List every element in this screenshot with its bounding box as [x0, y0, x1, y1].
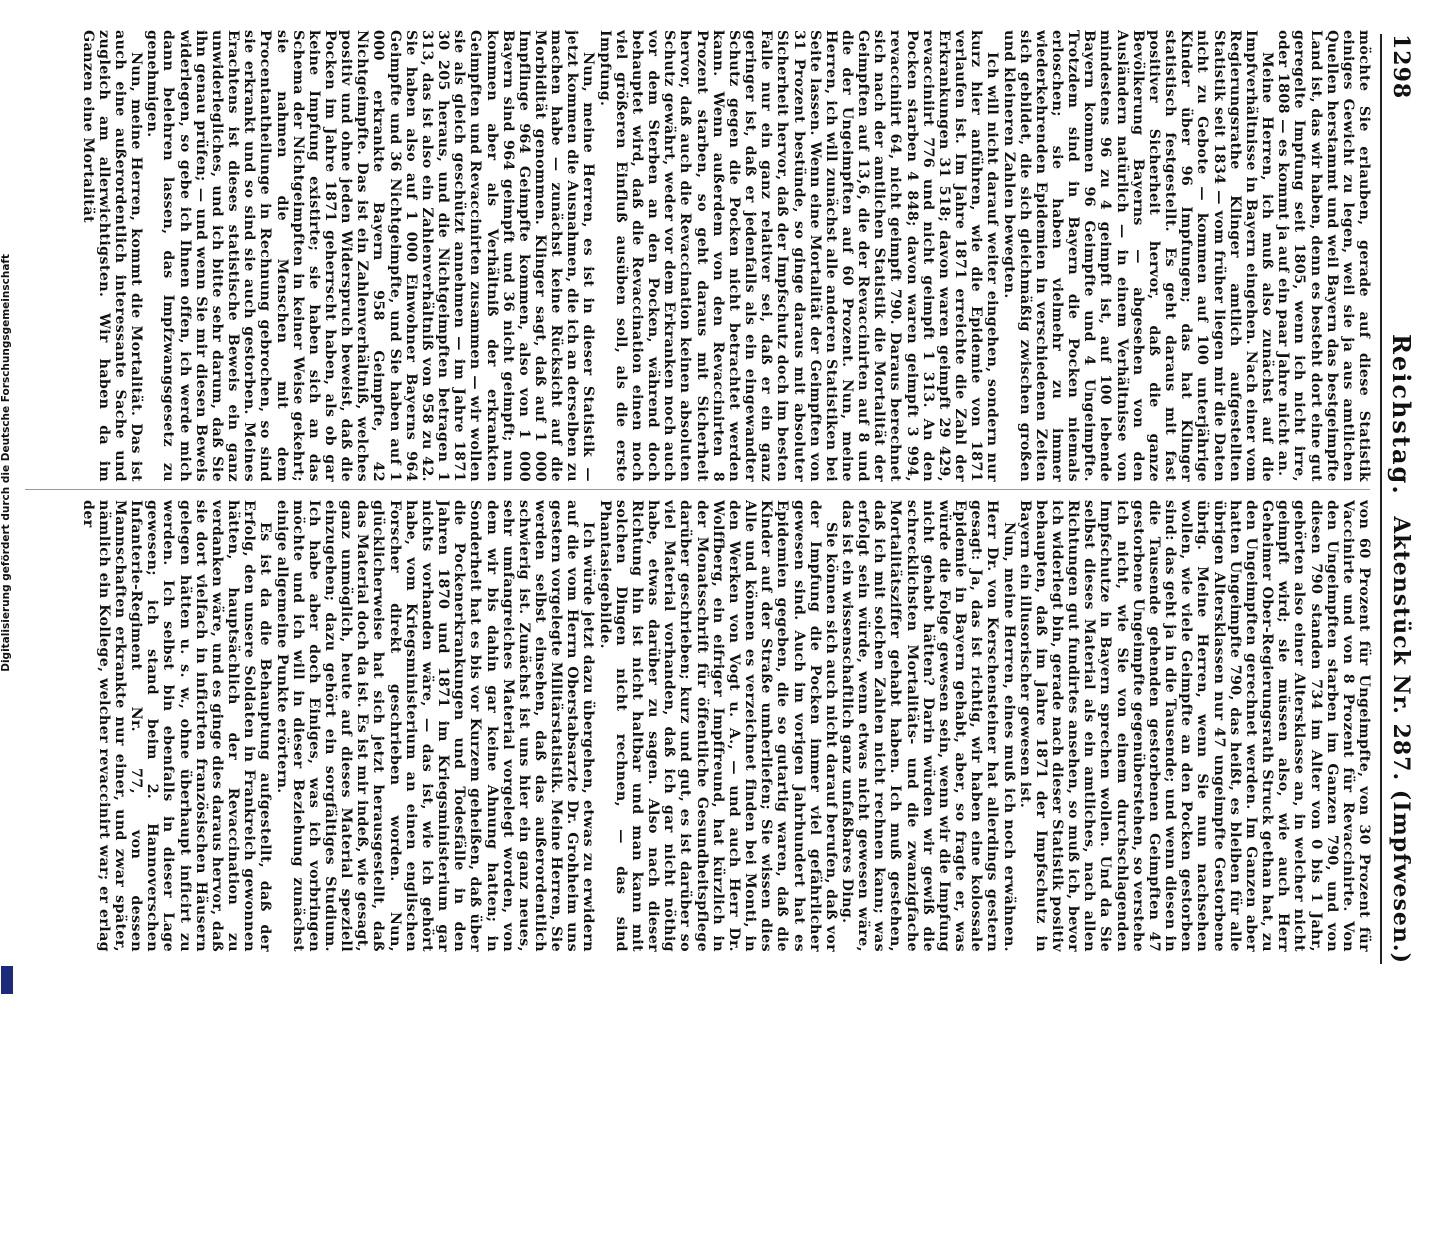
column-divider	[25, 489, 1370, 490]
paragraph: Nun, meine Herren, eines muß ich noch erwähnen. Herr Dr. von Kerschensteiner hat allerdings gestern gesagt: Ja, das ist richtig, wir haben eine kolossale Epidemie in Bayern gehabt, aber, so fragte er, was würde die Folge gewesen sein, wenn wir die Impfung nicht gehabt hätten? Darin würden wir gewiß die schrecklichsten Mortalitäts- und die zwanzigfache Mortalitätsziffer gehabt haben. Ich muß gestehen, daß ich mit solchen Zahlen nicht rechnen kann; was erfolgt sein würde, wenn etwas nicht gewesen wäre, das ist ein wissenschaftlich ganz unfaßbares Ding.	[839, 500, 1017, 952]
document-reference: Aktenstück Nr. 287. (Impfwesen.)	[1388, 516, 1414, 964]
text-column-left	[22, 30, 1372, 482]
text-column-right	[22, 500, 1372, 952]
paragraph: Nun, meine Herren, kommt die Mortalität. Das ist auch eine außerordentlich interessante Sache und zugleich am allerwichtigsten. Wir haben da im Ganzen eine Mortalität	[79, 30, 145, 482]
paragraph: Ich will nicht darauf weiter eingehen, sondern nur kurz hier anführen, wie die Epidemie von 1871 verlaufen ist. Im Jahre 1871 erreichte die Zahl der Erkrankungen 31 518; davon waren geimpft 29 429, revacciniirt 776 und nicht geimpft 1 313. An den Pocken starben 4 848; davon waren geimpft 3 994, revacciniirt 64, nicht geimpft 790. Daraus berechnet sich nach der amtlichen Statistik die Mortalität der Geimpften auf 13,6, die der Revaccinirten auf 8 und die der Ungeimpften auf 60 Prozent. Nun, meine Herren, ich will zunächst alle anderen Statistiken bei Seite lassen. Wenn eine Mortalität der Geimpften von 31 Prozent bestünde, so ginge daraus mit absoluter Sicherheit hervor, daß der Impfschutz doch im besten Falle nur ein ganz relativer sei, daß er ein ganz geringer ist, daß er jedenfalls als ein eingewandter Schutz gegen die Pocken nicht betrachtet werden kann. Wenn außerdem von den Revaccinirten 8 Prozent starben, so geht daraus mit Sicherheit hervor, daß auch die Revaccination keinen absoluten Schutz gewährt, weder vor dem Erkranken noch auch vor dem Sterben an den Pocken, während doch behauptet wird, daß die Revaccination einen noch viel größeren Einfluß ausüben soll, als die erste Impfung.	[596, 30, 1001, 482]
paragraph: Es ist da die Behauptung aufgestellt, daß der Erfolg, den unsere Soldaten in Frankreich gewonnen hätten, hauptsächlich der Revaccination zu verdanken wäre, und es ginge dies daraus hervor, daß sie dort vielfach in inficirten französischen Häusern gelegen hätten u. s. w., ohne überhaupt inficirt zu werden. Ich selbst bin ebenfalls in dieser Lage gewesen; ich stand beim 2. Hannoverschen Infanterie-Regiment Nr. 77, von dessen Mannschaften erkrankte nur einer, und zwar später, nämlich ein Kollege, welcher revaccinirt war; er erlag der	[79, 500, 274, 952]
paragraph: Ich würde jetzt dazu übergehen, etwas zu erwidern auf die vom Herrn Oberstabsarzte Dr. Grohheim uns gestern vorgelegte Militärstatistik. Meine Herren, Sie werden selbst einsehen, daß das außerordentlich schwierig ist. Zunächst ist uns hier ein ganz neues, sehr umfangreiches Material vorgelegt worden, von dem wir bis dahin gar keine Ahnung hatten; in Sonderheit hat es bis vor Kurzem geheißen, daß über die Pockenerkrankungen und Todesfälle in den Jahren 1870 und 1871 im Kriegsministerium gar nichts vorhanden wäre, — das ist, wie ich gehört habe, vom Kriegsministerium an einen englischen Forscher direkt geschrieben worden. Nun, glücklicherweise hat sich jetzt herausgestellt, daß das Material doch da ist. Es ist mir indeß, wie gesagt, ganz unmöglich, heute auf dieses Material speziell einzugehen; dazu gehört ein sorgfältiges Studium. Ich habe aber doch Einiges, was ich vorbringen möchte und ich will in dieser Beziehung zunächst einige allgemeine Punkte erörtern.	[273, 500, 597, 952]
page-number: 1298	[1388, 34, 1414, 100]
page-title: Reichstag.	[1387, 334, 1416, 496]
paragraph: Meine Herren, ich muß also zunächst auf die Impfverhältnisse in Bayern eingehen. Nach einer vom Regierungsrathe Klinger amtlich aufgestellten Statistik seit 1834 — vom früher liegen mir die Daten nicht zu Gebote — kommen auf 100 unterjährige Kinder über 96 Impfungen; das hat Klinger statistisch festgestellt. Es geht daraus mit fast positiver Sicherheit hervor, daß die ganze Bevölkerung Bayerns — abgesehen von den Ausländern natürlich — in einem Verhältnisse von mindestens 96 zu 4 geimpft ist, auf 100 lebende Bayern kommen 96 Geimpfte und 4 Ungeimpfte. Trotzdem sind in Bayern die Pocken niemals erloschen; sie haben vielmehr zu immer wiederkehrenden Epidemien in verschiedenen Zeiten sich gebildet, die sich gleichmäßig zwischen großen und kleineren Zahlen bewegten.	[1000, 30, 1276, 482]
digitization-credit	[0, 0, 14, 1000]
credit-text: Digitalisierung gefördert durch die Deutsche Forschungsgemeinschaft	[0, 254, 12, 672]
paragraph: Nun, meine Herren, es ist in dieser Statistik — jetzt kommen die Ausnahmen, die ich an derselben zu machen habe — zunächst keine Rücksicht auf die Morbidität genommen. Klinger sagt, daß auf 1 000 Impflinge 964 Geimpfte kommen, also von 1 000 Bayern sind 964 geimpft und 36 nicht geimpft; nun kommen aber als Verhältniß der erkrankten Geimpften und Revaccinirten zusammen — wir wollen sie als gleich geschützt annehmen — im Jahre 1871 30 205 heraus, und die Nichtgeimpften betragen 1 313, das ist also ein Zahlenverhältniß von 958 zu 42. Sie haben also auf 1 000 Einwohner Bayerns 964 Geimpfte und 36 Nichtgeimpfte, und Sie haben auf 1 000 erkrankte Bayern 958 Geimpfte, 42 Nichtgeimpfte. Das ist ein Zahlenverhältniß, welches positiv und ohne jeden Widerspruch beweist, daß die Pocken im Jahre 1871 geherrscht haben, als ob gar keine Impfung existirte; sie haben sich an das Schema der Nichtgeimpften in keiner Weise gekehrt; sie nahmen die Menschen mit dem Procentantheilunge in Rechnung gebrochen, so sind sie erkrankt und so sind sie auch gestorben. Meines Erachtens ist dieses statistische Beweis ein ganz unwiderlegliches, und ich bitte sehr darum, daß Sie ihn genau prüfen; — und wenn Sie mir diesen Beweis widerlegen, so gebe ich Ihnen offen, ich werde mich dann belehren lassen, das Impfzwangsgesetz zu genehmigen.	[144, 30, 597, 482]
paragraph: von 60 Prozent für Ungeimpfte, von 30 Prozent für Vaccinirte und von 8 Prozent für Revaccinirte. Von den Ungeimpften starben im Ganzen 790, und von diesen 790 standen 734 im Alter von 0 bis 1 Jahr, gehörten also einer Altersklasse an, in welcher nicht geimpft wird; sie müssen also, wie auch Herr Geheimer Ober-Regierungsrath Struck gethan hat, zu den Ungeimpften gerechnet werden. Im Ganzen aber hatten Ungeimpfte 790, das heißt, es bleiben für alle übrigen Altersklassen nur 47 ungeimpfte Gestorbene übrig. Meine Herren, wenn Sie nun nachsehen wollen, wie viele Geimpfte an den Pocken gestorben sind: das geht ja in die Tausende; und wenn diesen in die Tausende gehenden gestorbenen Geimpften 47 gestorbene Ungeimpfte gegenüberstehen, so verstehe ich nicht, wie Sie von einem durchschlagenden Impfschutze in Bayern sprechen wollen. Und da Sie selbst dieses Material als ein amtliches, nach allen Richtungen gut fundirtes ansehen, so muß ich, bevor ich widerlegt bin, gerade nach dieser Statistik positiv behaupten, daß im Jahre 1871 der Impfschutz in Bayern ein illusorischer gewesen ist.	[1016, 500, 1372, 952]
dfg-logo-icon	[1, 966, 13, 994]
paragraph: Sie können sich auch nicht darauf berufen, daß vor der Impfung die Pocken immer viel gefährlicher gewesen sind. Auch im vorigen Jahrhundert hat es Epidemien gegeben, die so gutartig waren, daß die Kinder auf der Straße umherliefen; Sie wissen dies Alle und können es verzeichnet finden bei Monti, in den Werken von Vogt u. A., — und auch Herr Dr. Wolffberg, ein eifriger Impffreund, hat kürzlich in der Monatsschrift für öffentliche Gesundheitspflege darüber geschrieben; kurz und gut, es ist darüber so viel Material vorhanden, daß ich gar nicht nöthig habe, etwas darüber zu sagen. Also nach dieser Richtung hin ist nicht haltbar und man kann mit solchen Dingen nicht rechnen, — das sind Phantasiegebilde.	[596, 500, 839, 952]
page-header	[1380, 34, 1418, 964]
paragraph: möchte Sie erlauben, gerade auf diese Statistik einiges Gewicht zu legen, weil sie ja aus amtlichen Quellen herstammt und weil Bayern das bestgeimpfte Land ist, das wir haben, denn es besteht dort eine gut geregelte Impfung seit 1805, wenn ich nicht irre, oder 1808 — es kommt ja auf ein paar Jahre nicht an.	[1275, 30, 1372, 482]
